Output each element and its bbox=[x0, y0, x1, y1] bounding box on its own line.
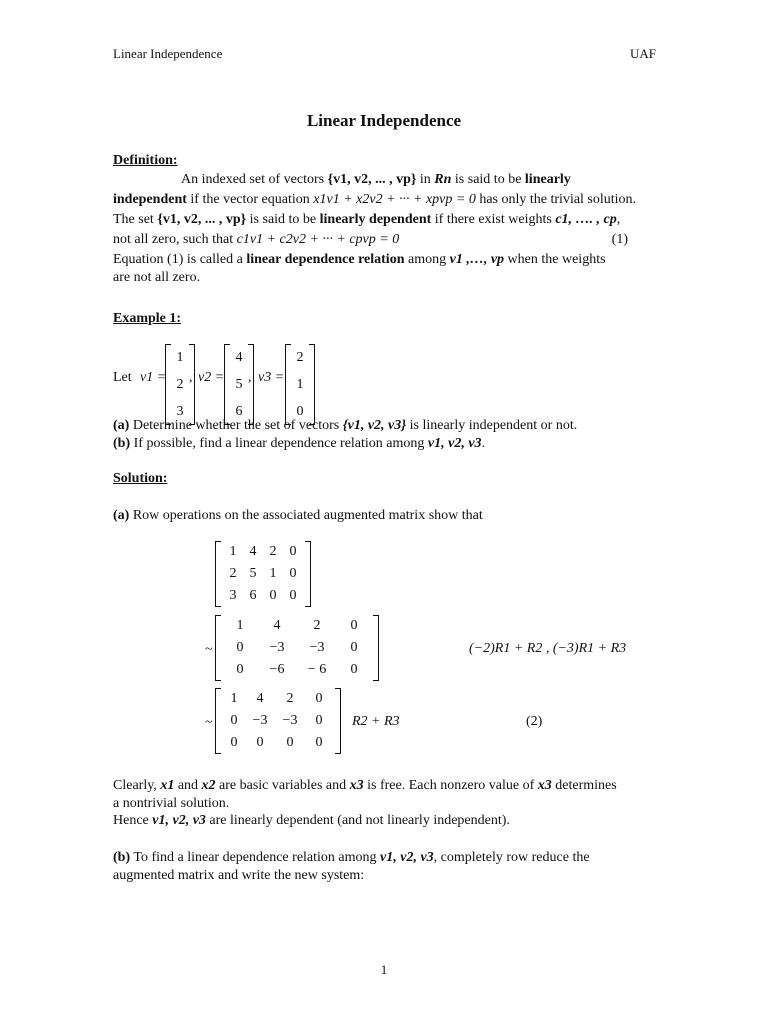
equation-number-1: (1) bbox=[611, 231, 628, 247]
v2-label: v2 = bbox=[198, 370, 225, 385]
definition-line-1: An indexed set of vectors {v1, v2, ... , vp} in Rn is said to be linearly bbox=[181, 172, 571, 187]
augmented-matrix-1: 1 4 2 0 2 5 1 0 3 6 0 0 bbox=[215, 541, 311, 607]
definition-heading: Definition: bbox=[113, 153, 178, 168]
definition-line-5: Equation (1) is called a linear dependence relation among v1 ,…, vp when the weights bbox=[113, 252, 606, 267]
equation-number-2: (2) bbox=[526, 714, 543, 729]
solution-conclusion bbox=[113, 777, 656, 830]
header-right: UAF bbox=[629, 46, 656, 61]
page-title: Linear Independence bbox=[306, 111, 462, 130]
solution-intro: (a) Row operations on the associated augmented matrix show that bbox=[113, 508, 483, 523]
vector-v3: 2 1 0 bbox=[285, 344, 315, 425]
row-operation-2: R2 + R3 bbox=[352, 714, 400, 729]
row-equivalent-tilde-2: ~ bbox=[205, 715, 213, 730]
vector-v2: 4 5 6 bbox=[224, 344, 254, 425]
definition-line-2: independent if the vector equation x1v1 + x2v2 + ··· + xpvp = 0 has only the trivial solution. bbox=[113, 191, 637, 207]
v3-label: v3 = bbox=[258, 370, 285, 385]
question-a: (a) Determine whether the set of vectors {v1, v2, v3} is linearly independent or not. bbox=[113, 418, 578, 433]
augmented-matrix-3: 1 4 2 0 0 −3 −3 0 0 0 0 0 bbox=[215, 688, 341, 754]
solution-heading: Solution: bbox=[113, 471, 168, 486]
conclusion-line-2: a nontrivial solution. bbox=[113, 795, 230, 811]
augmented-matrix-2: 1 4 2 0 0 −3 −3 0 0 −6 − 6 0 bbox=[215, 615, 379, 681]
part-b-paragraph bbox=[113, 849, 656, 884]
v1-label: v1 = bbox=[140, 370, 167, 385]
definition-line-4: not all zero, such that c1v1 + c2v2 + ··· + cpvp = 0 (1) bbox=[113, 231, 628, 247]
let-label: Let bbox=[113, 370, 132, 385]
question-b: (b) If possible, find a linear dependence relation among v1, v2, v3. bbox=[113, 435, 486, 451]
part-b-line-1: (b) To find a linear dependence relation among v1, v2, v3, completely row reduce the bbox=[113, 850, 590, 865]
row-equivalent-tilde-1: ~ bbox=[205, 642, 213, 657]
example-heading: Example 1: bbox=[113, 311, 182, 326]
conclusion-line-3: Hence v1, v2, v3 are linearly dependent (and not linearly independent). bbox=[113, 813, 510, 828]
definition-paragraph bbox=[113, 171, 656, 286]
comma-1: , bbox=[189, 370, 193, 385]
header-left: Linear Independence bbox=[113, 46, 223, 61]
definition-line-3: The set {v1, v2, ... , vp} is said to be linearly dependent if there exist weights c1, …. , cp, bbox=[113, 212, 621, 227]
row-operation-1: (−2)R1 + R2 , (−3)R1 + R3 bbox=[469, 641, 627, 656]
example-questions bbox=[113, 417, 656, 452]
definition-line-6: are not all zero. bbox=[113, 269, 201, 285]
vector-v1: 1 2 3 bbox=[165, 344, 195, 425]
page-number: 1 bbox=[380, 962, 388, 977]
conclusion-line-1: Clearly, x1 and x2 are basic variables and x3 is free. Each nonzero value of x3 determines bbox=[113, 778, 617, 793]
comma-2: , bbox=[248, 370, 252, 385]
part-b-line-2: augmented matrix and write the new system: bbox=[113, 867, 365, 883]
